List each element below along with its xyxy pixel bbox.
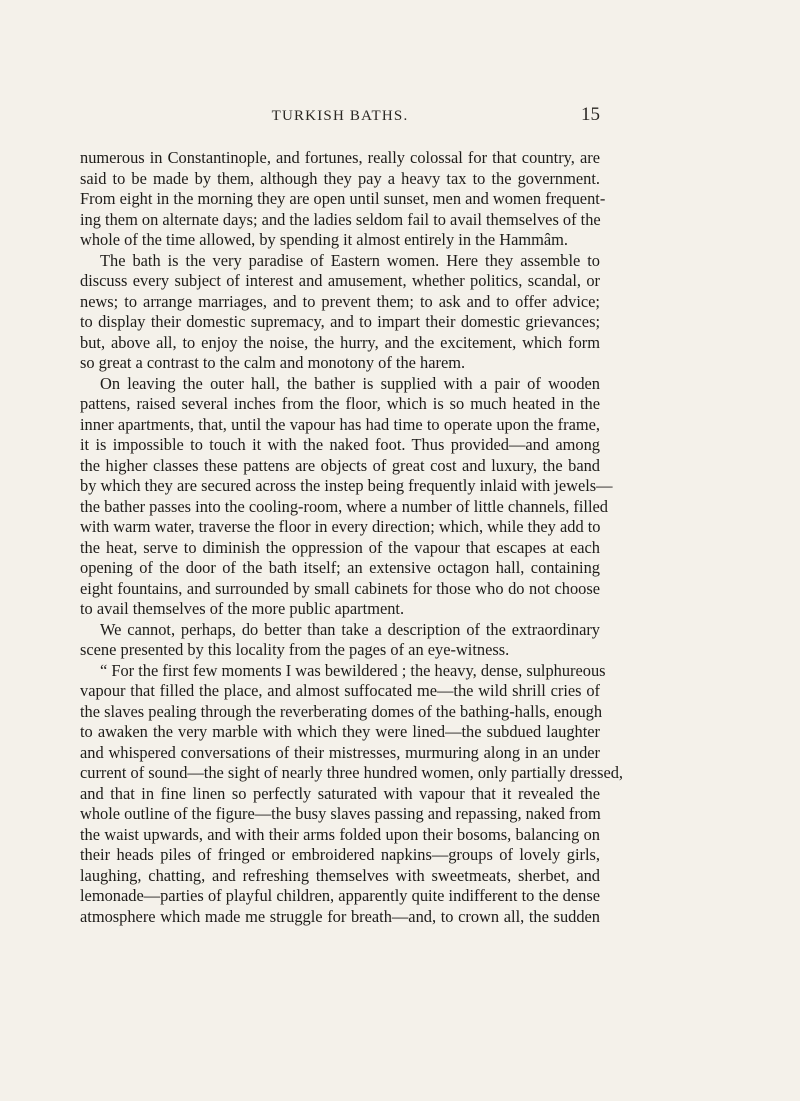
text-line: it is impossible to touch it with the naked foot. Thus provided—and among xyxy=(80,435,600,454)
text-line: laughing, chatting, and refreshing themselves with sweetmeats, sherbet, and xyxy=(80,865,600,885)
text-line: to avail themselves of the more public apartment. xyxy=(80,599,405,618)
text-line: to awaken the very marble with which they were lined—the subdued laughter xyxy=(80,722,600,741)
text-line: eight fountains, and surrounded by small cabinets for those who do not choose xyxy=(80,578,600,598)
text-line: the waist upwards, and with their arms folded upon their bosoms, balancing on xyxy=(80,824,600,844)
body-text xyxy=(80,148,624,927)
text-line: atmosphere which made me struggle for breath—and, to crown all, the sudden xyxy=(80,906,600,926)
text-line: opening of the door of the bath itself; an extensive octagon hall, containing xyxy=(80,558,600,577)
text-line: inner apartments, that, until the vapour has had time to operate upon the frame, xyxy=(80,414,600,434)
text-line: vapour that filled the place, and almost suffocated me—the wild shrill cries of xyxy=(80,681,600,700)
text-line: ing them on alternate days; and the ladies seldom fail to avail themselves of the xyxy=(80,209,601,229)
text-line: to display their domestic supremacy, and to impart their domestic grievances; xyxy=(80,312,600,331)
text-line: “ For the first few moments I was bewildered ; the heavy, dense, sulphureous xyxy=(100,660,606,680)
text-line: We cannot, perhaps, do better than take a description of the extraordinary xyxy=(100,619,600,639)
text-line: whole outline of the figure—the busy slaves passing and repassing, naked from xyxy=(80,804,601,823)
text-line: news; to arrange marriages, and to prevent them; to ask and to offer advice; xyxy=(80,291,600,311)
text-line: On leaving the outer hall, the bather is supplied with a pair of wooden xyxy=(100,373,600,393)
text-line: but, above all, to enjoy the noise, the hurry, and the excitement, which form xyxy=(80,332,600,352)
text-line: The bath is the very paradise of Eastern women. Here they assemble to xyxy=(100,250,600,270)
text-line: said to be made by them, although they pay a heavy tax to the government. xyxy=(80,168,600,188)
running-header xyxy=(80,104,600,130)
text-line: whole of the time allowed, by spending it almost entirely in the Hammâm. xyxy=(80,230,568,249)
text-line: current of sound—the sight of nearly three hundred women, only partially dressed, xyxy=(80,763,624,782)
text-line: their heads piles of fringed or embroidered napkins—groups of lovely girls, xyxy=(80,845,600,864)
text-line: From eight in the morning they are open until sunset, men and women frequent- xyxy=(80,189,606,208)
text-line: pattens, raised several inches from the floor, which is so much heated in the xyxy=(80,394,600,413)
text-line: scene presented by this locality from the pages of an eye-witness. xyxy=(80,640,510,659)
text-line: the bather passes into the cooling-room, where a number of little channels, filled xyxy=(80,496,608,516)
text-line: with warm water, traverse the floor in every direction; which, while they add to xyxy=(80,517,601,536)
page-number: 15 xyxy=(581,104,600,125)
text-line: the slaves pealing through the reverberating domes of the bathing-halls, enough xyxy=(80,701,603,721)
text-line: numerous in Constantinople, and fortunes, really colossal for that country, are xyxy=(80,148,600,167)
text-line: and whispered conversations of their mistresses, murmuring along in an under xyxy=(80,742,600,762)
text-line: so great a contrast to the calm and monotony of the harem. xyxy=(80,353,466,372)
text-line: by which they are secured across the instep being frequently inlaid with jewels— xyxy=(80,476,613,495)
text-line: lemonade—parties of playful children, apparently quite indifferent to the dense xyxy=(80,886,600,905)
text-line: the higher classes these pattens are objects of great cost and luxury, the band xyxy=(80,455,600,475)
text-line: the heat, serve to diminish the oppression of the vapour that escapes at each xyxy=(80,537,600,557)
running-title: TURKISH BATHS. xyxy=(271,108,409,124)
text-line: and that in fine linen so perfectly saturated with vapour that it revealed the xyxy=(80,783,600,803)
text-line: discuss every subject of interest and amusement, whether politics, scandal, or xyxy=(80,271,600,290)
